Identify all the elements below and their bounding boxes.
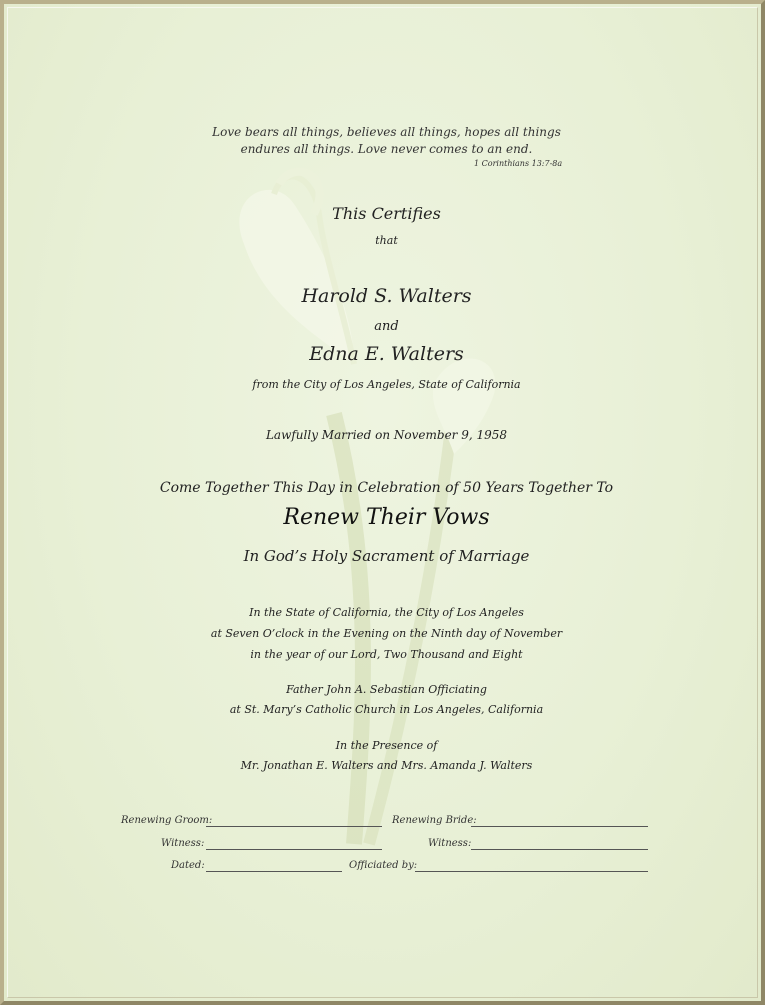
- sacrament-line: In God’s Holy Sacrament of Marriage: [243, 547, 530, 565]
- groom-signature-line[interactable]: [206, 826, 382, 827]
- presence-heading: In the Presence of: [335, 739, 438, 752]
- officiant-line-2: at St. Mary’s Catholic Church in Los Angeles, California: [229, 703, 544, 716]
- renew-vows-title: Renew Their Vows: [283, 505, 490, 530]
- dated-label: Dated:: [171, 860, 205, 871]
- place-line-1: In the State of California, the City of Los Angeles: [249, 606, 524, 619]
- place-line-3: in the year of our Lord, Two Thousand and Eight: [250, 648, 523, 661]
- origin-text: from the City of Los Angeles, State of California: [252, 378, 521, 391]
- officiated-by-line[interactable]: [415, 871, 648, 872]
- that-text: that: [375, 234, 398, 247]
- witness-1-line[interactable]: [206, 849, 382, 850]
- place-line-2: at Seven O’clock in the Evening on the Ninth day of November: [210, 627, 563, 640]
- married-date: Lawfully Married on November 9, 1958: [265, 428, 508, 442]
- dated-line[interactable]: [206, 871, 342, 872]
- this-certifies-heading: This Certifies: [332, 204, 441, 223]
- verse-line-1: Love bears all things, believes all things, hopes all things: [212, 125, 561, 139]
- witness-1-label: Witness:: [161, 838, 205, 849]
- groom-name: Harold S. Walters: [301, 285, 472, 307]
- bride-signature-line[interactable]: [471, 826, 648, 827]
- groom-signature-label: Renewing Groom:: [121, 815, 213, 826]
- bride-name: Edna E. Walters: [309, 343, 464, 365]
- verse-line-2: endures all things. Love never comes to an end.: [240, 142, 533, 156]
- bride-signature-label: Renewing Bride:: [392, 815, 477, 826]
- presence-names: Mr. Jonathan E. Walters and Mrs. Amanda J. Walters: [240, 759, 533, 772]
- officiant-line-1: Father John A. Sebastian Officiating: [286, 683, 487, 696]
- witness-2-line[interactable]: [471, 849, 648, 850]
- and-text: and: [374, 319, 399, 334]
- verse-reference: 1 Corinthians 13:7-8a: [474, 159, 563, 168]
- officiated-by-label: Officiated by:: [349, 860, 418, 871]
- witness-2-label: Witness:: [428, 838, 472, 849]
- celebration-line: Come Together This Day in Celebration of 50 Years Together To: [159, 480, 614, 496]
